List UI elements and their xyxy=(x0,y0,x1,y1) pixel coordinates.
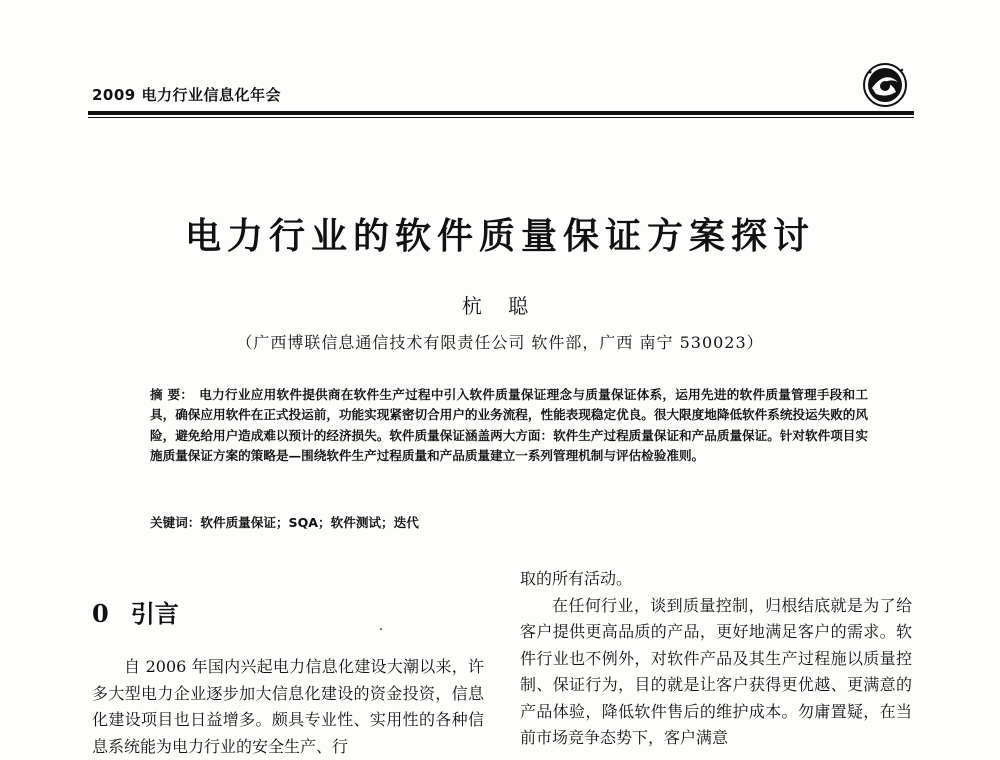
body-right-column xyxy=(520,566,912,752)
scan-speck xyxy=(380,628,382,630)
header-rule-thin xyxy=(88,117,914,118)
keywords-label: 关键词： xyxy=(150,515,201,530)
header-rule-thick xyxy=(88,111,914,115)
keywords xyxy=(150,512,868,531)
section-title: 引言 xyxy=(130,599,179,628)
abstract-text: 电力行业应用软件提供商在软件生产过程中引入软件质量保证理念与质量保证体系，运用先进的软件质量管理手段和工具，确保应用软件在正式投运前，功能实现紧密切合用户的业务流程，性能表现稳定优良。很大限度地降低软件系统投运失败的风险，避免给用户造成难以预计的经济损失。软件质量保证涵盖两大方面：软件生产过程质量保证和产品质量保证。针对软件项目实施质量保证方案的策略是—围绕软件生产过程质量和产品质量建立一系列管理机制与评估检验准则。 xyxy=(150,387,869,464)
keywords-text: 软件质量保证；SQA；软件测试；迭代 xyxy=(200,515,419,530)
author-affiliation: （广西博联信息通信技术有限责任公司 软件部，广西 南宁 530023） xyxy=(236,333,764,352)
right-paragraph: 在任何行业，谈到质量控制，归根结底就是为了给客户提供更高品质的产品，更好地满足客户的需求。软件行业也不例外，对软件产品及其生产过程施以质量控制、保证行为，目的就是让客户获得更优越、更满意的产品体验，降低软件售后的维护成本。勿庸置疑，在当前市场竞争态势下，客户满意 xyxy=(520,595,912,747)
right-continuation: 取的所有活动。 xyxy=(520,569,633,588)
abstract-label: 摘 要： xyxy=(150,387,194,402)
abstract xyxy=(150,385,868,467)
section-number: 0 xyxy=(92,599,109,628)
conference-logo-icon xyxy=(862,62,908,108)
left-paragraph: 自 2006 年国内兴起电力信息化建设大潮以来，许多大型电力企业逐步加大信息化建设的资金投资，信息化建设项目也日益增多。颇具专业性、实用性的各种信息系统能为电力行业的安全生产、行 xyxy=(92,657,484,756)
paper-title: 电力行业的软件质量保证方案探讨 xyxy=(184,215,815,257)
section-heading xyxy=(92,594,179,629)
paper-author: 杭 聪 xyxy=(461,294,539,318)
body-left-column xyxy=(92,654,484,760)
running-header: 2009 电力行业信息化年会 xyxy=(92,86,281,104)
